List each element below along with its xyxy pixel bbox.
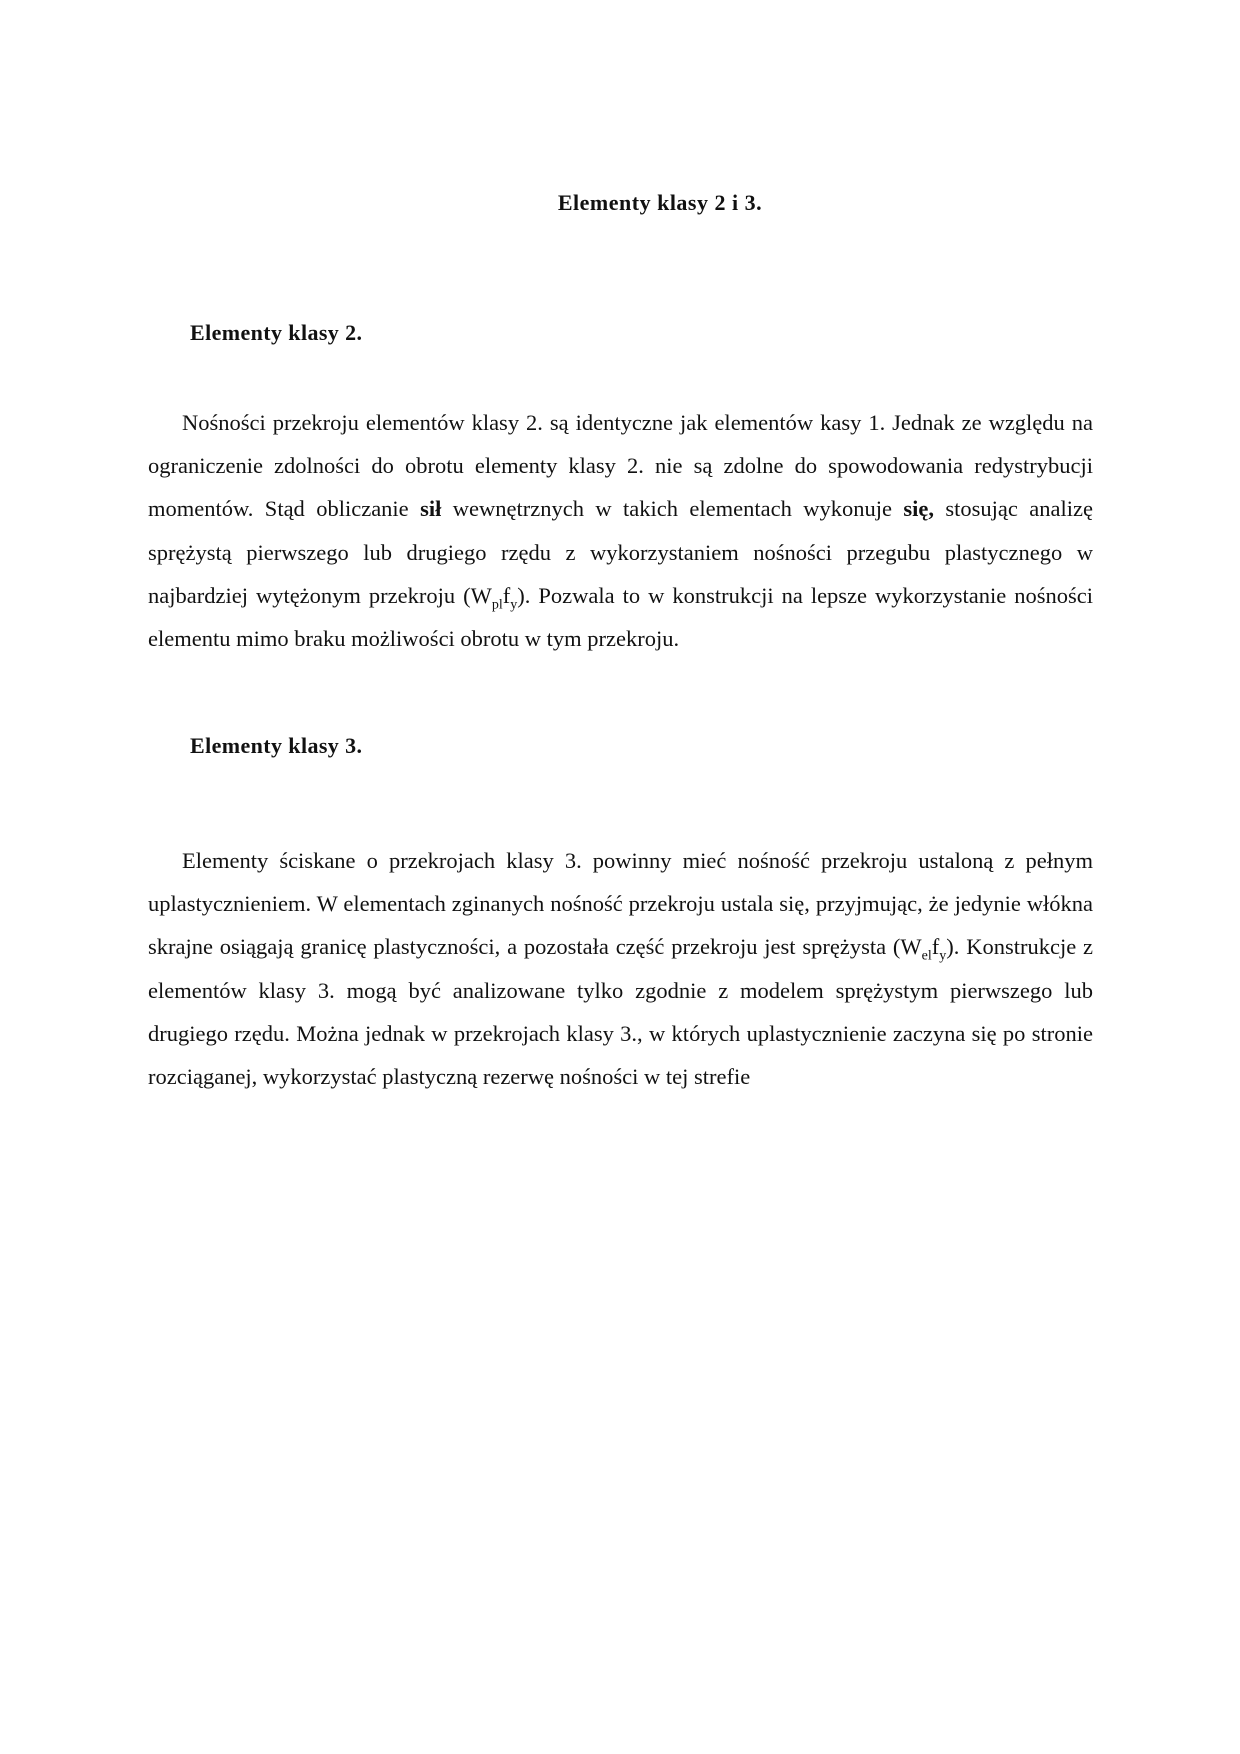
bold-term: się, xyxy=(903,496,934,522)
paragraph-text: Nośności przekroju elementów klasy 2. są identyczne jak elementów kasy 1. Jednak ze względu na ograniczenie zdolności do obrotu elementy klasy 2. nie są zdolne do spowodowania redystrybucji momentów. Stąd obliczanie xyxy=(148,410,1093,522)
subscript: pl xyxy=(491,597,503,613)
paragraph-text: ). Konstrukcje z elementów klasy 3. mogą być analizowane tylko zgodnie z modelem sprężystym pierwszego lub drugiego rzędu. Można jednak w przekrojach klasy 3., w których uplastycznienie zaczyna się po stronie rozciąganej, wykorzystać plastyczną rezerwę nośności w tej strefie xyxy=(148,934,1093,1090)
section-heading-class-3: Elementy klasy 3. xyxy=(190,733,363,758)
paragraph-text: stosując analizę sprężystą pierwszego lub drugiego rzędu z wykorzystaniem nośności przegubu plastycznego w najbardziej wytężonym przekroju (W xyxy=(148,496,1093,608)
paragraph-class-2 xyxy=(148,401,1093,660)
subscript: el xyxy=(921,948,932,964)
subscript: y xyxy=(510,597,518,613)
document-title: Elementy klasy 2 i 3. xyxy=(557,190,763,215)
paragraph-text: f xyxy=(931,934,940,960)
paragraph-class-3 xyxy=(148,839,1093,1098)
section-heading-class-2: Elementy klasy 2. xyxy=(190,320,363,345)
bold-term: sił xyxy=(420,496,442,522)
subscript: y xyxy=(939,948,947,964)
paragraph-text: Elementy ściskane o przekrojach klasy 3. powinny mieć nośność przekroju ustaloną z pełnym uplastycznieniem. W elementach zginanych nośność przekroju ustala się, przyjmując, że jedynie włókna skrajne osiągają granicę plastyczności, a pozostała część przekroju jest sprężysta (W xyxy=(148,848,1093,960)
paragraph-text: wewnętrznych w takich elementach wykonuje xyxy=(441,496,904,522)
paragraph-text: ). Pozwala to w konstrukcji na lepsze wykorzystanie nośności elementu mimo braku możliwości obrotu w tym przekroju. xyxy=(148,582,1093,652)
paragraph-text: f xyxy=(502,582,511,608)
